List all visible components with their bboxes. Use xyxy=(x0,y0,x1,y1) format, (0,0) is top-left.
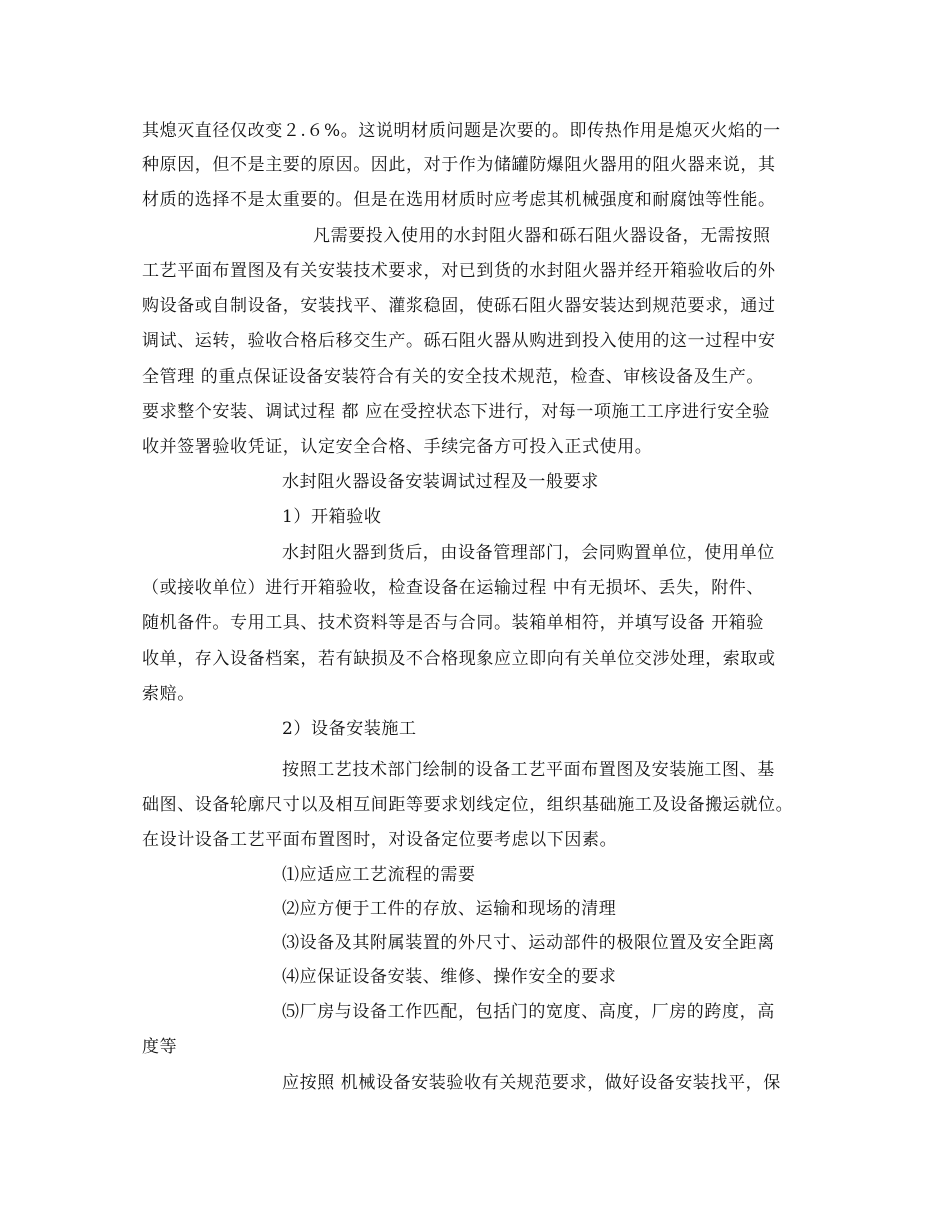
text-line: 调试、运转，验收合格后移交生产。砾石阻火器从购进到投入使用的这一过程中安 xyxy=(142,331,776,351)
text-line: 应按照 机械设备安装验收有关规范要求，做好设备安装找平，保 xyxy=(282,1073,781,1093)
text-line: 工艺平面布置图及有关安装技术要求，对已到货的水封阻火器并经开箱验收后的外 xyxy=(142,261,776,281)
text-line: （或接收单位）进行开箱验收，检查设备在运输过程 中有无损坏、丢失，附件、 xyxy=(142,578,765,598)
text-line: 在设计设备工艺平面布置图时，对设备定位要考虑以下因素。 xyxy=(142,830,618,850)
text-line: 索赔。 xyxy=(142,684,195,704)
text-line: 收并签署验收凭证，认定安全合格、手续完备方可投入正式使用。 xyxy=(142,437,653,457)
text-line: 凡需要投入使用的水封阻火器和砾石阻火器设备，无需按照 xyxy=(313,226,771,246)
text-line: 随机备件。专用工具、技术资料等是否与合同。装箱单相符，并填写设备 开箱验 xyxy=(142,613,765,633)
list-item: ⑵应方便于工件的存放、运输和现场的清理 xyxy=(282,899,617,919)
list-item: ⑴应适应工艺流程的需要 xyxy=(282,865,476,885)
text-line: 购设备或自制设备，安装找平、灌浆稳固，使砾石阻火器安装达到规范要求，通过 xyxy=(142,296,776,316)
text-line: 材质的选择不是太重要的。但是在选用材质时应考虑其机械强度和耐腐蚀等性能。 xyxy=(142,190,776,210)
text-line: 其熄灭直径仅改变２.６%。这说明材质问题是次要的。即传热作用是熄灭火焰的一 xyxy=(142,121,781,141)
text-line: 础图、设备轮廓尺寸以及相互间距等要求划线定位，组织基础施工及设备搬运就位。 xyxy=(142,795,794,815)
text-line: 全管理 的重点保证设备安装符合有关的安全技术规范，检查、审核设备及生产。 xyxy=(142,367,765,387)
subsection-heading: 2）设备安装施工 xyxy=(282,719,417,739)
text-line: 要求整个安装、调试过程 都 应在受控状态下进行，对每一项施工工序进行安全验 xyxy=(142,402,771,422)
text-line: 按照工艺技术部门绘制的设备工艺平面布置图及安装施工图、基 xyxy=(282,760,775,780)
text-line: 水封阻火器到货后，由设备管理部门，会同购置单位，使用单位 xyxy=(282,543,775,563)
text-line: 收单，存入设备档案，若有缺损及不合格现象应立即向有关单位交涉处理，索取或 xyxy=(142,649,776,669)
list-item: ⑶设备及其附属装置的外尺寸、运动部件的极限位置及安全距离 xyxy=(282,933,775,953)
section-heading: 水封阻火器设备安装调试过程及一般要求 xyxy=(282,472,599,492)
list-item: ⑷应保证设备安装、维修、操作安全的要求 xyxy=(282,967,617,987)
text-line: 种原因，但不是主要的原因。因此，对于作为储罐防爆阻火器用的阻火器来说，其 xyxy=(142,155,776,175)
list-item: ⑸厂房与设备工作匹配，包括门的宽度、高度，厂房的跨度，高 xyxy=(282,1002,775,1022)
subsection-heading: 1）开箱验收 xyxy=(282,507,382,527)
text-line: 度等 xyxy=(142,1037,178,1057)
